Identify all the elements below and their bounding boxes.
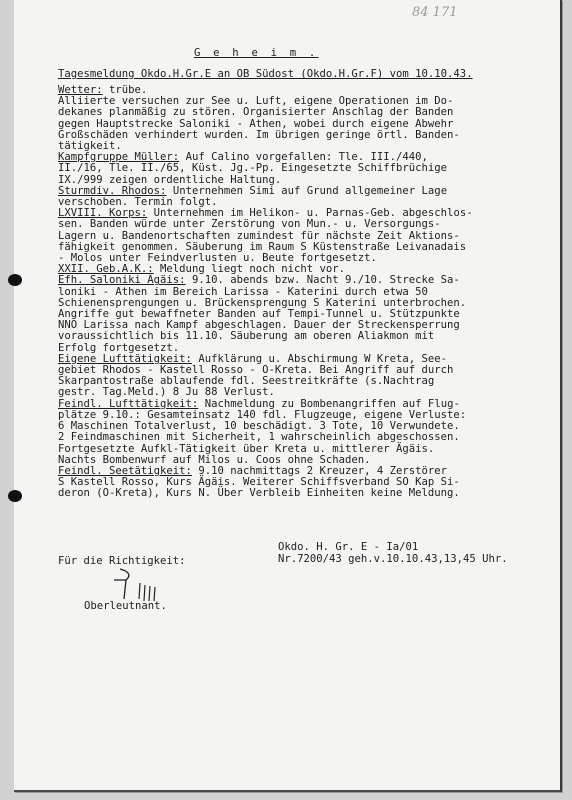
line-text: Meldung liegt noch nicht vor. [153, 263, 346, 276]
line-text: Fortgesetzte Aufkl-Tätigkeit über Kreta u. mittlerer Ägäis. [58, 442, 435, 455]
line-text: voraussichtlich bis 11.10. Säuberung am oberen Aliakmon mit [58, 330, 435, 343]
line-text: gebiet Rhodos - Kastell Rosso - O-Kreta. Bei Angriff auf durch [58, 364, 454, 377]
section-heading: Feindl. Lufttätigkeit: [58, 397, 199, 410]
line-text: trübe. [102, 84, 148, 96]
section-heading: LXVIII. Korps: [58, 207, 148, 220]
line-text: Erfolg fortgesetzt. [58, 341, 180, 354]
report-body [58, 85, 548, 500]
line-text: - Molos unter Feindverlusten u. Beute fortgesetzt. [58, 252, 377, 265]
line-text: sen. Banden würde unter Zerstörung von Mun.- u. Versorgungs- [58, 218, 441, 231]
report-line [58, 130, 548, 141]
line-text: II./16, Tle. II./65, Küst. Jg.-Pp. Eingesetzte Schiffbrüchige [58, 162, 448, 175]
punch-hole [8, 274, 22, 286]
certification-label: Für die Richtigkeit: [58, 555, 186, 567]
line-text: 9.10. abends bzw. Nacht 9./10. Strecke Sa- [185, 274, 460, 287]
signer-rank: Oberleutnant. [84, 600, 167, 612]
punch-hole [8, 490, 22, 502]
section-heading: Feindl. Seetätigkeit: [58, 464, 192, 477]
line-text: Großschäden verhindert wurden. Im übrigen geringe örtl. Banden- [58, 128, 460, 141]
section-heading: Sturmdiv. Rhodos: [58, 184, 167, 197]
line-text: Skarpantostraße ablaufende fdl. Seestreitkräfte (s.Nachtrag [58, 375, 435, 388]
pencil-annotation: 84 171 [412, 5, 458, 20]
line-text: Schienensprengungen u. Brückensprengung S Katerini unterbrochen. [58, 296, 467, 309]
line-text: 9.10 nachmittags 2 Kreuzer, 4 Zerstörer [191, 464, 448, 477]
originator-block [278, 541, 508, 565]
line-text: Nachmeldung zu Bombenangriffen auf Flug- [198, 397, 460, 410]
document-page [14, 0, 562, 792]
section-heading: Kampfgruppe Müller: [58, 151, 180, 164]
section-heading: Eigene Lufttätigkeit: [58, 352, 192, 365]
line-text: Aufklärung u. Abschirmung W Kreta, See- [191, 352, 448, 365]
line-text: IX./999 zeigen ordentliche Haltung. [58, 173, 282, 186]
handwritten-signature [106, 565, 176, 605]
line-text: Lagern u. Bandenortschaften zumindest für nächste Zeit Aktions- [58, 229, 460, 242]
line-text: dekanes planmäßig zu stören. Organisierter Anschlag der Banden [58, 106, 454, 119]
line-text: Unternehmen Simi auf Grund allgemeiner Lage [166, 184, 448, 197]
line-text: verschoben. Termin folgt. [58, 196, 218, 209]
line-text: plätze 9.10.: Gesamteinsatz 140 fdl. Flugzeuge, eigene Verluste: [58, 408, 467, 421]
report-heading: Tagesmeldung Okdo.H.Gr.E an OB Südost (Okdo.H.Gr.F) vom 10.10.43. [58, 68, 473, 80]
reference-line: Nr.7200/43 geh.v.10.10.43,13,45 Uhr. [278, 553, 508, 565]
line-text: gestr. Tag.Meld.) 8 Ju 88 Verlust. [58, 386, 275, 399]
line-text: 2 Feindmaschinen mit Sicherheit, 1 wahrscheinlich abgeschossen. [58, 431, 460, 444]
line-text: S Kastell Rosso, Kurs Ägäis. Weiterer Schiffsverband SO Kap Si- [58, 476, 460, 489]
line-text: Auf Calino vorgefallen: Tle. III./440, [179, 151, 428, 164]
line-text: Alliierte versuchen zur See u. Luft, eigene Operationen im Do- [58, 95, 454, 108]
line-text: NNO Larissa nach Kampf abgeschlagen. Dauer der Streckensperrung [58, 319, 460, 332]
line-text: loniki - Athen im Bereich Larissa - Katerini durch etwa 50 [58, 285, 428, 298]
line-text: deron (O-Kreta), Kurs N. Über Verbleib Einheiten keine Meldung. [58, 487, 460, 500]
section-heading: Wetter: [58, 84, 103, 96]
line-text: fähigkeit genommen. Säuberung im Raum S Küstenstraße Leivanadais [58, 240, 467, 253]
section-heading: Efh. Saloniki Ägäis: [58, 274, 186, 287]
originator-line: Okdo. H. Gr. E - Ia/01 [278, 541, 419, 553]
line-text: Unternehmen im Helikon- u. Parnas-Geb. abgeschlos- [147, 207, 473, 220]
report-line [58, 488, 548, 499]
line-text: tätigkeit. [58, 140, 122, 153]
line-text: 6 Maschinen Totalverlust, 10 beschädigt. 3 Tote, 10 Verwundete. [58, 420, 460, 433]
line-text: Nachts Bombenwurf auf Milos u. Coos ohne Schaden. [58, 453, 371, 466]
document-title: G e h e i m . [194, 47, 319, 59]
line-text: gegen Hauptstrecke Saloniki - Athen, wobei durch eigene Abwehr [58, 117, 454, 130]
line-text: Angriffe gut bewaffneter Banden auf Tempi-Tunnel u. Stützpunkte [58, 308, 460, 321]
section-heading: XXII. Geb.A.K.: [58, 263, 154, 276]
